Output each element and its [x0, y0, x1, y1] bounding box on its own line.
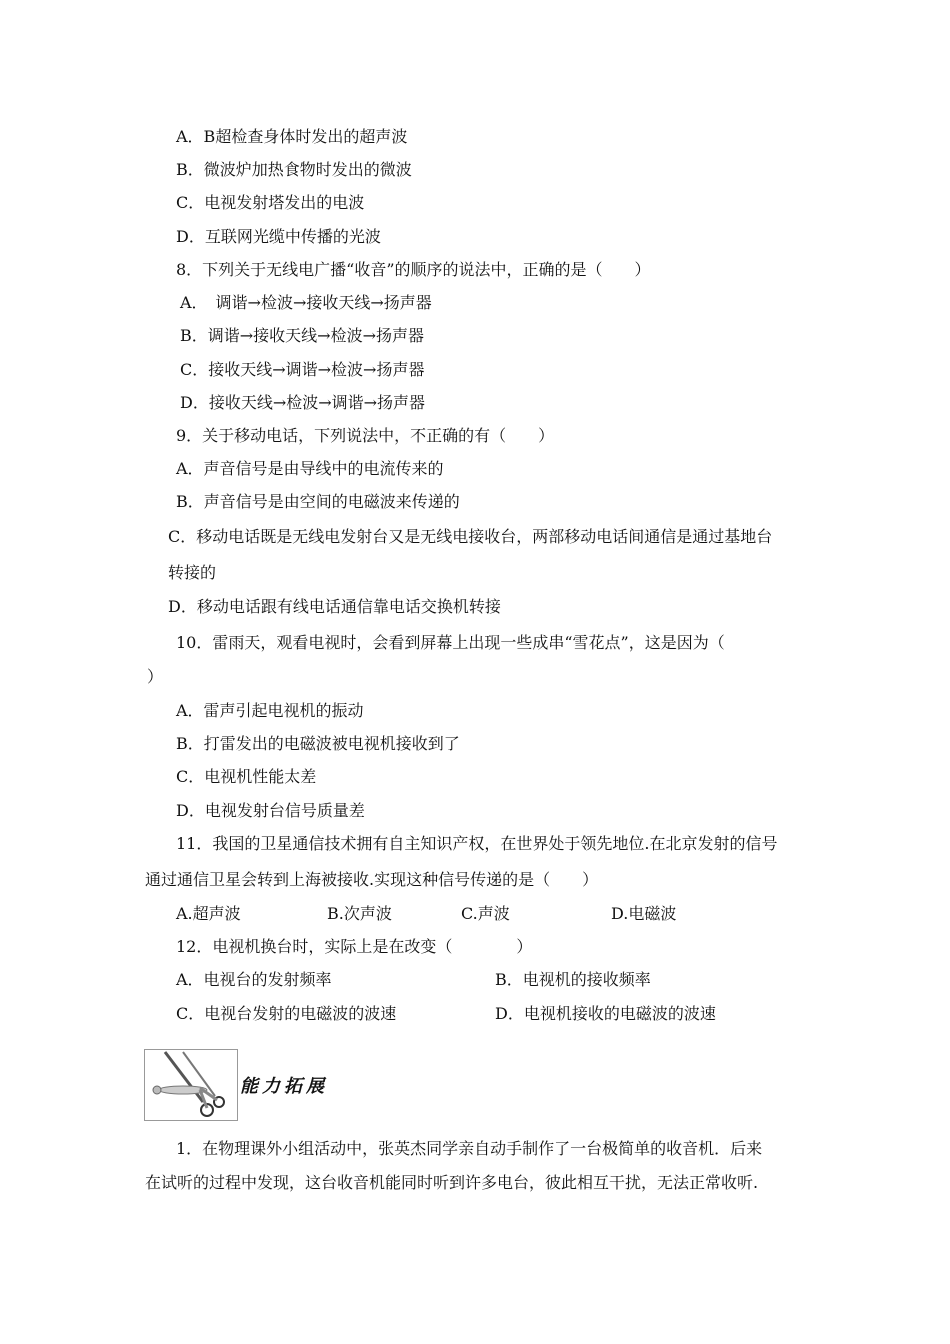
q10-option-b: B．打雷发出的电磁波被电视机接收到了 — [176, 734, 460, 753]
q8-option-d: D．接收天线→检波→调谐→扬声器 — [180, 393, 426, 412]
q10-option-c: C．电视机性能太差 — [176, 767, 317, 786]
q11-option-c: C.声波 — [461, 904, 510, 923]
q9-stem: 9．关于移动电话，下列说法中，不正确的有（ ） — [176, 426, 555, 445]
ext-q1-line2: 在试听的过程中发现，这台收音机能同时听到许多电台，彼此相互干扰，无法正常收听. — [145, 1173, 759, 1192]
q11-option-d: D.电磁波 — [611, 904, 677, 923]
q12-option-b: B．电视机的接收频率 — [495, 970, 651, 989]
q7-option-d: D．互联网光缆中传播的光波 — [176, 227, 381, 246]
q9-option-c: C．移动电话既是无线电发射台又是无线电接收台，两部移动电话间通信是通过基地台 — [168, 527, 773, 546]
q8-option-a: A． 调谐→检波→接收天线→扬声器 — [180, 293, 432, 312]
q11-stem: 11．我国的卫星通信技术拥有自主知识产权，在世界处于领先地位.在北京发射的信号 — [176, 834, 778, 853]
q12-option-a: A．电视台的发射频率 — [176, 970, 332, 989]
q7-option-c: C．电视发射塔发出的电波 — [176, 193, 365, 212]
q11-stem-continued: 通过通信卫星会转到上海被接收.实现这种信号传递的是（ ） — [145, 870, 599, 889]
q9-option-a: A．声音信号是由导线中的电流传来的 — [176, 459, 444, 478]
q9-option-b: B．声音信号是由空间的电磁波来传递的 — [176, 492, 460, 511]
q11-option-a: A.超声波 — [176, 904, 241, 923]
q12-option-d: D．电视机接收的电磁波的波速 — [495, 1004, 716, 1023]
q12-stem: 12．电视机换台时，实际上是在改变（ ） — [176, 937, 533, 956]
q8-option-b: B．调谐→接收天线→检波→扬声器 — [180, 326, 424, 345]
section-title: 能力拓展 — [240, 1076, 328, 1097]
q10-stem-continued: ） — [147, 667, 164, 686]
q11-option-b: B.次声波 — [327, 904, 392, 923]
q10-stem: 10．雷雨天，观看电视时，会看到屏幕上出现一些成串“雪花点”，这是因为（ — [176, 633, 725, 652]
q8-stem: 8．下列关于无线电广播“收音”的顺序的说法中，正确的是（ ） — [176, 260, 651, 279]
q9-option-d: D．移动电话跟有线电话通信靠电话交换机转接 — [168, 597, 501, 616]
q9-option-c-continued: 转接的 — [168, 563, 217, 582]
gymnast-rings-image — [144, 1049, 238, 1121]
q10-option-d: D．电视发射台信号质量差 — [176, 801, 365, 820]
ext-q1-line1: 1．在物理课外小组活动中，张英杰同学亲自动手制作了一台极简单的收音机．后来 — [176, 1139, 763, 1158]
q8-option-c: C．接收天线→调谐→检波→扬声器 — [180, 360, 425, 379]
q7-option-b: B．微波炉加热食物时发出的微波 — [176, 160, 412, 179]
q12-option-c: C．电视台发射的电磁波的波速 — [176, 1004, 397, 1023]
q10-option-a: A．雷声引起电视机的振动 — [176, 701, 364, 720]
q7-option-a: A．B超检查身体时发出的超声波 — [176, 127, 408, 146]
